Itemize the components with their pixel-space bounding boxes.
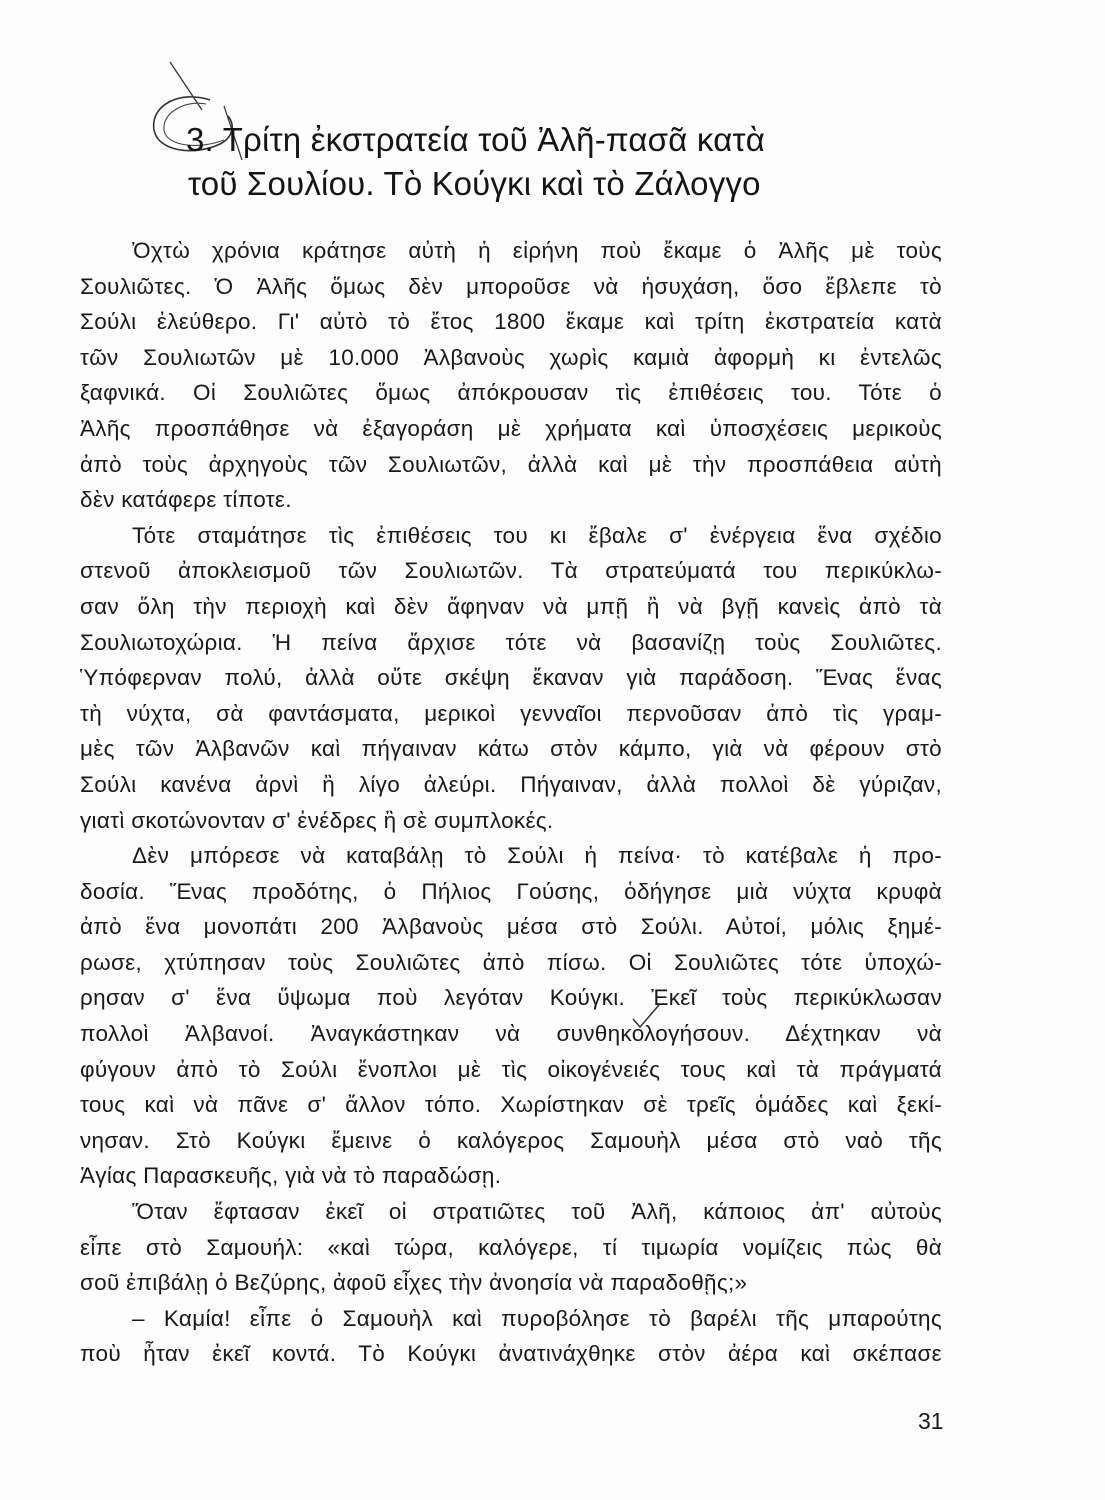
text-line: φύγουν ἀπὸ τὸ Σούλι ἔνοπλοι μὲ τὶς οἰκογένειές τους καὶ τὰ πράγματά <box>80 1056 942 1082</box>
text-line: Ὀχτὼ χρόνια κράτησε αὐτὴ ἡ εἰρήνη ποὺ ἔκαμε ὁ Ἀλῆς μὲ τοὺς <box>132 238 942 263</box>
text-line: τους καὶ νὰ πᾶνε σ' ἄλλον τόπο. Χωρίστηκαν σὲ τρεῖς ὁμάδες καὶ ξεκί- <box>80 1092 942 1118</box>
text-line: Σούλι κανένα ἀρνὶ ἢ λίγο ἀλεύρι. Πήγαιναν, ἀλλὰ πολλοὶ δὲ γύριζαν, <box>80 771 942 797</box>
text-line: – Καμία! εἶπε ὁ Σαμουὴλ καὶ πυροβόλησε τὸ βαρέλι τῆς μπαρούτης <box>132 1305 942 1331</box>
text-line: ξαφνικά. Οἱ Σουλιῶτες ὅμως ἀπόκρουσαν τὶς ἐπιθέσεις του. Τότε ὁ <box>80 380 942 406</box>
text-line: ποὺ ἦταν ἐκεῖ κοντά. Τὸ Κούγκι ἀνατινάχθηκε στὸν ἀέρα καὶ σκέπασε <box>80 1341 942 1367</box>
text-line: Δὲν μπόρεσε νὰ καταβάλῃ τὸ Σούλι ἡ πείνα· τὸ κατέβαλε ἡ προ- <box>132 843 942 869</box>
text-line: ρωσε, χτύπησαν τοὺς Σουλιῶτες ἀπὸ πίσω. Οἱ Σουλιῶτες τότε ὑποχώ- <box>80 949 942 975</box>
text-line: γιατὶ σκοτώνονταν σ' ἐνέδρες ἢ σὲ συμπλοκές. <box>80 807 554 833</box>
chapter-heading <box>186 118 906 206</box>
text-line: Σουλιῶτες. Ὁ Ἀλῆς ὅμως δὲν μποροῦσε νὰ ἡσυχάση, ὅσο ἔβλεπε τὸ <box>80 273 942 299</box>
text-line: τῶν Σουλιωτῶν μὲ 10.000 Ἀλβανοὺς χωρὶς καμιὰ ἀφορμὴ κι ἐντελῶς <box>80 344 942 370</box>
text-line: δοσία. Ἕνας προδότης, ὁ Πήλιος Γούσης, ὁδήγησε μιὰ νύχτα κρυφὰ <box>80 878 942 904</box>
text-line: Ἁγίας Παρασκευῆς, γιὰ νὰ τὸ παραδώσῃ. <box>80 1163 502 1189</box>
text-line: Ἀλῆς προσπάθησε νὰ ἐξαγοράση μὲ χρήματα καὶ ὑποσχέσεις μερικοὺς <box>80 415 942 441</box>
chapter-number: 3. <box>186 121 214 158</box>
text-line: στενοῦ ἀποκλεισμοῦ τῶν Σουλιωτῶν. Τὰ στρατεύματά του περικύκλω- <box>80 558 942 584</box>
text-line: τὴ νύχτα, σὰ φαντάσματα, μερικοὶ γενναῖοι περνοῦσαν ἀπὸ τὶς γραμ- <box>80 700 942 726</box>
text-line: Σούλι ἐλεύθερο. Γι' αὐτὸ τὸ ἔτος 1800 ἔκαμε καὶ τρίτη ἐκστρατεία κατὰ <box>80 309 942 335</box>
text-line: Σουλιωτοχώρια. Ἡ πείνα ἄρχισε τότε νὰ βασανίζῃ τοὺς Σουλιῶτες. <box>80 629 942 655</box>
text-line: σαν ὅλη τὴν περιοχὴ καὶ δὲν ἄφηναν νὰ μπῇ ἢ νὰ βγῇ κανεὶς ἀπὸ τὰ <box>80 593 942 619</box>
text-line: νησαν. Στὸ Κούγκι ἔμεινε ὁ καλόγερος Σαμουὴλ μέσα στὸ ναὸ τῆς <box>80 1127 942 1153</box>
handwritten-check-mark <box>631 1003 661 1031</box>
chapter-title-line-1: Τρίτη ἐκστρατεία τοῦ Ἀλῆ-πασᾶ κατὰ <box>222 121 765 158</box>
text-line: ρησαν σ' ἕνα ὕψωμα ποὺ λεγόταν Κούγκι. Ἐκεῖ τοὺς περικύκλωσαν <box>80 985 942 1011</box>
page-number: 31 <box>918 1408 944 1434</box>
chapter-title-line-2: τοῦ Σουλίου. Τὸ Κούγκι καὶ τὸ Ζάλογγο <box>188 165 761 202</box>
text-line: ἀπὸ ἕνα μονοπάτι 200 Ἀλβανοὺς μέσα στὸ Σούλι. Αὐτοί, μόλις ξημέ- <box>80 914 942 940</box>
text-line: Τότε σταμάτησε τὶς ἐπιθέσεις του κι ἔβαλε σ' ἐνέργεια ἕνα σχέδιο <box>132 522 942 548</box>
text-line: μὲς τῶν Ἀλβανῶν καὶ πήγαιναν κάτω στὸν κάμπο, γιὰ νὰ φέρουν στὸ <box>80 736 942 762</box>
text-line: ἀπὸ τοὺς ἀρχηγοὺς τῶν Σουλιωτῶν, ἀλλὰ καὶ μὲ τὴν προσπάθεια αὐτὴ <box>80 451 942 477</box>
text-line: δὲν κατάφερε τίποτε. <box>80 487 292 513</box>
text-line: Ὑπόφερναν πολύ, ἀλλὰ οὔτε σκέψη ἔκαναν γιὰ παράδοση. Ἕνας ἕνας <box>80 665 942 691</box>
text-line: σοῦ ἐπιβάλῃ ὁ Βεζύρης, ἀφοῦ εἶχες τὴν ἀνοησία νὰ παραδοθῇς;» <box>80 1270 748 1296</box>
text-line: Ὅταν ἔφτασαν ἐκεῖ οἱ στρατιῶτες τοῦ Ἀλῆ, κάποιος ἀπ' αὐτοὺς <box>132 1199 942 1225</box>
text-line: πολλοὶ Ἀλβανοί. Ἀναγκάστηκαν νὰ συνθηκολογήσουν. Δέχτηκαν νὰ <box>80 1021 942 1047</box>
chapter-body-text <box>80 233 942 1372</box>
text-line: εἶπε στὸ Σαμουήλ: «καὶ τώρα, καλόγερε, τί τιμωρία νομίζεις πὼς θὰ <box>80 1234 942 1260</box>
